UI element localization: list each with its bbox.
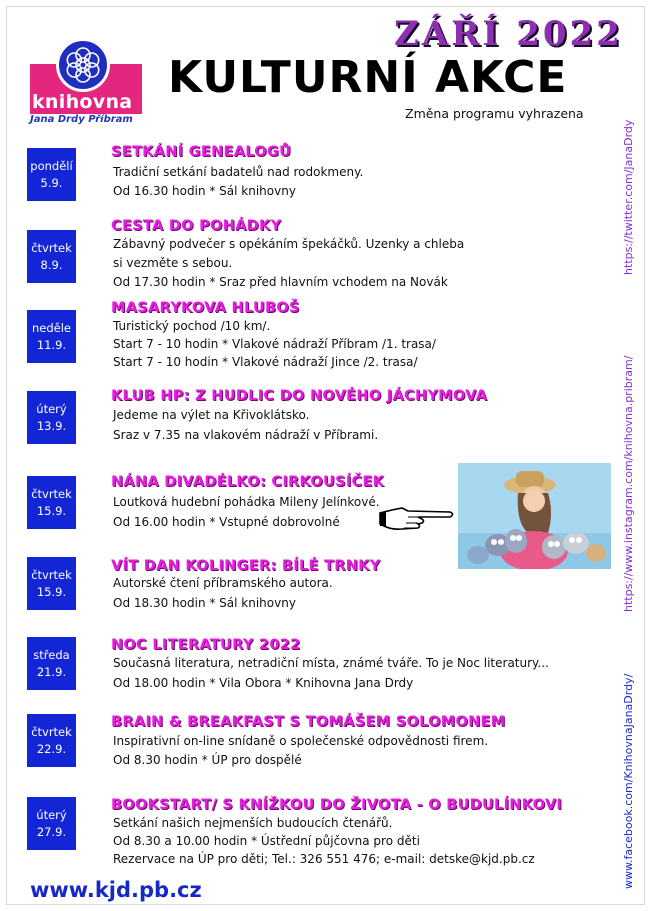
date: 15.9. bbox=[36, 503, 67, 518]
program-note: Změna programu vyhrazena bbox=[405, 106, 584, 121]
date-box bbox=[27, 797, 76, 850]
event-title: SETKÁNÍ GENEALOGŮ bbox=[111, 144, 292, 160]
date-box bbox=[27, 148, 76, 201]
month-title: ZÁŘÍ 2022 bbox=[394, 14, 623, 54]
event-line: Start 7 - 10 hodin * Vlakové nádraží Příbram /1. trasa/ bbox=[113, 337, 436, 351]
pointing-hand-icon bbox=[378, 506, 456, 536]
event-line: Od 18.30 hodin * Sál knihovny bbox=[113, 596, 296, 610]
weekday: čtvrtek bbox=[31, 724, 72, 739]
date: 21.9. bbox=[36, 664, 67, 679]
facebook-link[interactable]: www.facebook.com/KnihovnaJanaDrdy/ bbox=[622, 673, 635, 889]
event-title: BOOKSTART/ S KNÍŽKOU DO ŽIVOTA - O BUDULÍNKOVI bbox=[111, 797, 563, 813]
instagram-link[interactable]: https://www.instagram.com/knihovna.pribram/ bbox=[622, 355, 635, 612]
event-line: Od 16.00 hodin * Vstupné dobrovolné bbox=[113, 515, 340, 529]
event-line: Od 17.30 hodin * Sraz před hlavním vchodem na Novák bbox=[113, 275, 448, 289]
date: 5.9. bbox=[40, 175, 63, 190]
date: 15.9. bbox=[36, 584, 67, 599]
event-title: BRAIN & BREAKFAST S TOMÁŠEM SOLOMONEM bbox=[111, 714, 506, 730]
event-line: Setkání našich nejmenších budoucích čtenářů. bbox=[113, 816, 393, 830]
weekday: neděle bbox=[31, 320, 71, 335]
date: 8.9. bbox=[40, 257, 63, 272]
event-line: Rezervace na ÚP pro děti; Tel.: 326 551 476; e-mail: detske@kjd.pb.cz bbox=[113, 852, 535, 866]
date-box bbox=[27, 557, 76, 610]
weekday: úterý bbox=[36, 807, 67, 822]
weekday: úterý bbox=[36, 401, 67, 416]
logo-subtitle: Jana Drdy Příbram bbox=[30, 114, 133, 125]
event-line: Od 18.00 hodin * Vila Obora * Knihovna Jana Drdy bbox=[113, 676, 414, 690]
weekday: čtvrtek bbox=[31, 567, 72, 582]
event-line: Současná literatura, netradiční místa, známé tváře. To je Noc literatury... bbox=[113, 656, 549, 670]
event-title: KLUB HP: Z HUDLIC DO NOVÉHO JÁCHYMOVA bbox=[111, 388, 488, 404]
weekday: čtvrtek bbox=[31, 240, 72, 255]
poster-frame bbox=[6, 6, 645, 905]
twitter-link[interactable]: https://twitter.com/JanaDrdy bbox=[622, 119, 635, 275]
event-line: Start 7 - 10 hodin * Vlakové nádraží Jince /2. trasa/ bbox=[113, 355, 418, 369]
event-title: VÍT DAN KOLINGER: BÍLÉ TRNKY bbox=[111, 558, 381, 574]
weekday: čtvrtek bbox=[31, 486, 72, 501]
date: 27.9. bbox=[36, 824, 67, 839]
event-line: Inspirativní on-line snídaně o společenské odpovědnosti firem. bbox=[113, 734, 489, 748]
event-title: NÁNA DIVADÉLKO: CIRKOUSÍČEK bbox=[111, 474, 385, 490]
event-title: NOC LITERATURY 2022 bbox=[111, 637, 301, 653]
event-title: MASARYKOVA HLUBOŠ bbox=[111, 300, 300, 316]
weekday: středa bbox=[33, 647, 70, 662]
date: 13.9. bbox=[36, 418, 67, 433]
date-box bbox=[27, 476, 76, 529]
date-box bbox=[27, 310, 76, 363]
event-title: CESTA DO POHÁDKY bbox=[111, 218, 282, 234]
weekday: pondělí bbox=[30, 158, 73, 173]
website-link[interactable]: www.kjd.pb.cz bbox=[30, 878, 202, 902]
logo-word: knihovna bbox=[32, 91, 133, 113]
event-line: Loutková hudební pohádka Mileny Jelínkové. bbox=[113, 495, 380, 509]
logo-flower-icon bbox=[56, 38, 110, 92]
event-line: Od 16.30 hodin * Sál knihovny bbox=[113, 184, 296, 198]
event-line: Turistický pochod /10 km/. bbox=[113, 319, 271, 333]
date-box bbox=[27, 230, 76, 283]
puppet-photo bbox=[458, 463, 611, 569]
event-line: Od 8.30 hodin * ÚP pro dospělé bbox=[113, 753, 302, 767]
event-line: si vezměte s sebou. bbox=[113, 256, 233, 270]
event-line: Jedeme na výlet na Křivoklátsko. bbox=[113, 408, 310, 422]
date: 11.9. bbox=[36, 337, 67, 352]
date-box bbox=[27, 714, 76, 767]
date: 22.9. bbox=[36, 741, 67, 756]
page-title: KULTURNÍ AKCE bbox=[168, 52, 568, 103]
event-line: Tradiční setkání badatelů nad rodokmeny. bbox=[113, 165, 364, 179]
date-box bbox=[27, 391, 76, 444]
event-line: Zábavný podvečer s opékáním špekáčků. Uzenky a chleba bbox=[113, 237, 465, 251]
event-line: Od 8.30 a 10.00 hodin * Ústřední půjčovna pro děti bbox=[113, 834, 420, 848]
event-line: Sraz v 7.35 na vlakovém nádraží v Příbrami. bbox=[113, 428, 379, 442]
event-line: Autorské čtení příbramského autora. bbox=[113, 576, 333, 590]
date-box bbox=[27, 637, 76, 690]
